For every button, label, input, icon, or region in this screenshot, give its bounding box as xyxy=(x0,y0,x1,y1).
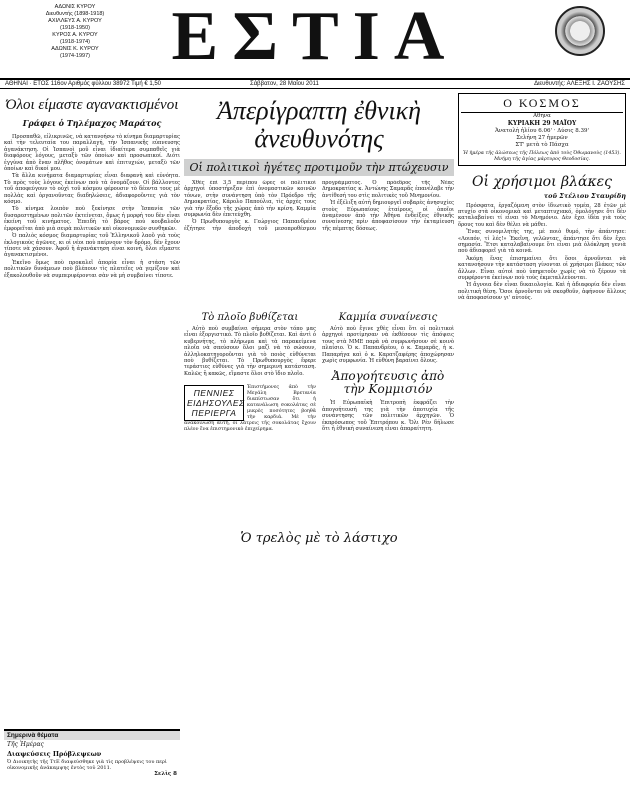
pending-title: Ἀπογοήτευσις ἀπὸ τὴν Κομμισιόν xyxy=(331,369,445,397)
brief-title: ΠΕΝΝΙΕΣ ΕΙΔΗΣΟΥΛΕΣ ΠΕΡΙΕΡΓΑ xyxy=(184,385,244,421)
paragraph: Ἐκεῖνο ὅμως ποὺ προκαλεῖ ἀπορία εἶναι ἡ στάση τῶν πολιτικῶν δυνάμεων ποὺ βλέπουν τὶς πλατεῖες νὰ γεμίζουν καὶ ἐξακολουθοῦν νὰ συμπεριφέρονται σὰν νὰ μὴ συμβαίνει τίποτε. xyxy=(4,259,180,279)
left-author: Γράφει ὁ Τηλέμαχος Μαράτος xyxy=(22,118,162,128)
right-column xyxy=(458,93,626,793)
founder-line: (1974-1997) xyxy=(60,53,90,59)
paragraph: Ἕνας συνομιλητὴς της, μὲ ποιὸ θυμό, τὴν ἀπάντησε: «Λοιπόν, τί λές!» Ἐκεῖνη, γελῶντας, ἀπάντησε ὅτι δὲν ἔχει σημασία. Ἔτσι καταλαβαίνουμε ὅτι εἶναι μιὰ ὁλόκληρη γενιὰ ποὺ ἀδιαφορεῖ γιὰ τὰ κοινά. xyxy=(458,229,626,255)
paragraph: Τὸ κίνημα λοιπὸν ποὺ ξεκίνησε στὴν Ἱσπανία τῶν δυσαρεστημένων πολιτῶν ἐκτείνεται, ὅμως ἡ μορφή του δὲν εἶναι ἐκείνη τοῦ κινήματος. Ἐπειδὴ τὸ βάρος ποὺ κουβαλοῦν ἐμφορεῖται ἀπὸ μιὰ σειρὰ πολιτικῶν καὶ οἰκονομικῶν συνθηκῶν. xyxy=(4,206,180,232)
issue-info: ΑΘΗΝΑΙ · ΕΤΟΣ 116ον Αριθμός φύλλου 38972 Τιμή € 1,50 xyxy=(5,81,162,87)
kosmos-sunrise: Ἀνατολὴ ἡλίου 6.06' · Δύσις 8.39' xyxy=(494,128,590,134)
kosmos-date-text: ΚΥΡΙΑΚΗ 29 ΜΑΪΟΥ xyxy=(507,120,577,127)
left-article-body xyxy=(4,134,180,279)
editor-info: Διευθυντής: ΑΛΕΞΗΣ Ι. ΖΑΟΥΣΗΣ xyxy=(534,81,625,87)
left-headline: Όλοι είμαστε αγανακτισμένοι xyxy=(5,97,179,113)
main-subheadline: Οἱ πολιτικοὶ ἡγέτες προτιμοῦν τὴν πτώχευσιν xyxy=(184,159,454,176)
right-article-body xyxy=(458,203,626,302)
paragraph: Πρόσφατα, ἐργαζόμενη στὸν ἰδιωτικὸ τομέα, 28 ἐτῶν μὲ πτυχίο στὰ οἰκονομικὰ καὶ μεταπτυχιακό, ὁμολόγησε ὅτι δὲν καταλαβαίνει τί εἶναι τὸ Μνημόνιο. Δὲν ἔχει ἰδέα γιὰ τοὺς ὅρους του καὶ δὲν θέλει νὰ μάθει. xyxy=(458,202,626,228)
founder-line: ΑΔΩΝΙΣ Κ. ΚΥΡΟΥ xyxy=(51,46,99,52)
main-headline: Ἀπερίγραπτη ἐθνικὴ ἀνευθυνότης xyxy=(216,96,422,153)
paragraph: Αὐτὸ ποὺ ἔγινε χθὲς εἶναι ὅτι οἱ πολιτικοὶ ἀρχηγοὶ προτίμησαν νὰ ἐκθέσουν τὶς ἀπόψεις τους στὰ ΜΜΕ παρὰ νὰ συμφωνήσουν σὲ κοινὸ πλαίσιο. Ὁ κ. Παπανδρέου, ὁ κ. Σαμαρᾶς, ἡ κ. Παπαρήγα καὶ ὁ κ. Καρατζαφέρης ἀποχώρησαν χωρὶς συμφωνία. Ἡ εὐθύνη βαραίνει ὅλους. xyxy=(322,326,454,365)
paragraph: Προσπαθῶ, εἰλικρινῶς, νὰ κατανοήσω τὸ κίνημα διαμαρτυρίας καὶ τὴν τελευταία του παραλλαγή, τὴν Ἱσπανικῆς εὐπνευσης ἀγανάκτηση. Οἱ Ἱσπανοὶ μοῦ εἶναι ἰδιαίτερα συμπαθεῖς γιὰ διαφόρους λόγους, μεταξὺ τῶν ὁποίων καὶ προσωπικοί. Διότι ἐγγύνα ἀπὸ ἕναν πλῆθος ὀνομάτων καὶ ἐπιτυχιών, μεταξὺ τῶν ὁποίων καὶ δικοί μου. xyxy=(4,134,180,173)
paragraph: Τὰ ἄλλα κινήματα διαμαρτυρίας εἶναι διαφανὴ καὶ εὐνόητα. Τὸ πρὸς τοὺς λόγους ἐκείνων ποὺ τὰ ὀνομάζουν. Οἱ βάλλοντες τοῦ ἀποφεύγουν τὸ οὐχὶ τοῦ κόσμου φέρουσιν τὸ δέοντα τους μὲ πολλὰς καὶ ὀργανοῦντας διαδηλώσεις, ἀδιαφοροῦντες γιὰ τὸν κόσμο. xyxy=(4,173,180,206)
kosmos-feast: ΣΤ' μετὰ τὸ Πάσχα xyxy=(515,142,569,148)
paragraph: Ὁ παλιὸς κόσμος διαμαρτυρίας τοῦ Ἑλληνικοῦ λαοῦ γιὰ τοὺς ἐκλογικοὺς ἀγῶνες, κι οἱ νέοι ποὺ παίρνουν τὸν δρόμο, δὲν ἔχουν τίποτε νὰ χάσουν. Ἀφοῦ ἡ ἀγανάκτηση εἶναι κοινή, ὅλοι εἴμαστε ἀγανακτισμένοι. xyxy=(4,233,180,259)
main-article-body xyxy=(184,180,454,308)
section-title: Τὸ πλοῖο βυθίζεται xyxy=(201,312,299,323)
paragraph: Ἐπιστήμονες ἀπὸ τὴν Μεγάλη Βρετανία διαπίστωσαν ὅτι ἡ κατανάλωση σοκολάτας σὲ μικρὲς ποσότητες βοηθᾶ τὴν καρδιά. Μὲ τὴν ἀνακοίνωση αὐτή, οἱ λάτρεις τῆς σοκολάτας ἔχουν πλέον ἕνα ἐπιστημονικὸ ἐπιχείρημα. xyxy=(184,385,316,433)
contents-box xyxy=(4,729,180,793)
kosmos-text: Ἡ ἡμέρα τῆς ἁλώσεως τῆς Πόλεως ἀπὸ τοὺς Ὀθωμανοὺς (1453). Μνήμη τῆς ἁγίας μάρτυρος Θεοδοσίας. xyxy=(463,151,621,162)
paragraph: Ἡ ἄγνοια δὲν εἶναι δικαιολογία. Καὶ ἡ ἀδιαφορία δὲν εἶναι πολιτικὴ θέση. Ὅσοι ἀρνοῦνται νὰ σκεφθοῦν, ἀφήνουν ἄλλους νὰ ἀποφασίσουν γι' αὐτούς. xyxy=(458,282,626,302)
left-column xyxy=(4,93,180,793)
right-headline: Οἱ χρήσιμοι βλάκες xyxy=(472,173,612,190)
paragraph: Αὐτὸ ποὺ συμβαίνει σήμερα στὸν τόπο μας εἶναι ἐξοργιστικό. Τὸ πλοῖο βυθίζεται. Καὶ ἀντὶ ὁ κυβερνήτης, τὸ πλήρωμα καὶ τὰ παρακείμενα πλοῖα νὰ σπεύσουν ὅλοι μαζὶ νὰ τὸ σώσουν, ἀλληλοκατηγοροῦνται γιὰ τὸ ποιὸς εὐθύνεται ποὺ βυθίζεται. Τὸ Πρωθυπουργὸς ἔφερε τεράστιες εὐθύνες γιὰ τὴν σημερινὴ κατάσταση. Καλῶς ἢ κακῶς, εἴμαστε ὅλοι στὸ ἴδιο πλοῖο. xyxy=(184,326,316,377)
paragraph: Ἡ Εὐρωπαϊκὴ Ἐπιτροπὴ ἐκφράζει τὴν ἀπογοήτευσή της γιὰ τὴν ἀποτυχία τῆς συνάντησης τῶν πολιτικῶν ἀρχηγῶν. Ὁ ἐκπρόσωπος τοῦ Ἐπιτρόπου κ. Ὄλι Ρὲν δήλωσε ὅτι ἡ ἐθνικὴ συναίνεση εἶναι ἀπαραίτητη. xyxy=(322,400,454,433)
kosmos-city: Αθήνα xyxy=(533,113,551,119)
founder-line: ΑΧΙΛΛΕΥΣ Α. ΚΥΡΟΥ xyxy=(48,18,102,24)
main-column xyxy=(184,93,454,793)
main-column-a xyxy=(184,308,316,525)
newspaper-logo: ΕΣΤΙΑ xyxy=(171,0,459,75)
masthead xyxy=(0,0,630,78)
contents-item: Διαψεύσεις Πρόβλεψεων xyxy=(7,750,102,758)
issue-date: Σάββατον, 28 Μαΐου 2011 xyxy=(250,81,319,87)
kosmos-box xyxy=(458,93,626,166)
paragraph: Ἡ ἐξέλιξη αὐτὴ δημιουργεῖ σοβαρὲς ἀνησυχίες στοὺς Εὐρωπαίους ἑταίρους, οἱ ὁποῖοι ἀναμένουν ἀπὸ τὴν Ἀθήνα ἐνδείξεις ἐθνικῆς συναίνεσης πρὶν ἀποφασίσουν τὴν ἐκταμίευση τῆς πέμπτης δόσεως. xyxy=(322,200,454,232)
founder-line: ΚΥΡΟΣ Α. ΚΥΡΟΥ xyxy=(52,32,98,38)
contents-header: Σημερινὰ θέματα xyxy=(4,731,180,740)
paragraph: Ὁ Πρωθυπουργὸς κ. Γεώργιος Παπανδρέου ἐζήτησε τὴν ἀποδοχὴ τοῦ μεσοπροθέσμου προγράμματος. Ὁ πρόεδρος τῆς Νέας Δημοκρατίας κ. Ἀντώνης Σαμαρᾶς ἐπανέλαβε τὴν ἀντίθεσή του στὶς πολιτικὲς τοῦ Μνημονίου. xyxy=(184,180,454,232)
seal-icon xyxy=(555,6,605,56)
kosmos-title: Ο ΚΟΣΜΟΣ xyxy=(461,96,623,113)
founder-line: (1918-1950) xyxy=(60,25,90,31)
founder-line: Διευθυντής (1898-1918) xyxy=(45,11,105,17)
section-body xyxy=(322,326,454,364)
pending-body xyxy=(322,400,454,432)
kosmos-moon: Σελήνη 27 ἡμερῶν xyxy=(516,135,568,141)
contents-text: Ὁ Διοικητὴς τῆς ΤτΕ διαψεύσθηκε γιὰ τὶς προβλέψεις του περὶ οἰκονομικῆς ἀνάκαμψης ἐντὸς τοῦ 2011. xyxy=(7,759,167,771)
bottom-headline: Ὁ τρελὸς μὲ τὸ λάστιχο xyxy=(240,531,398,547)
founder-line: (1918-1974) xyxy=(60,39,90,45)
paragraph: Χθὲς ἐπὶ 3,5 περίπου ὥρες οἱ πολιτικοὶ ἀρχηγοὶ ὑποστήριξαν ἐπὶ ὀνομαστικῶν κοινῶν τόνων, στὴν συνάντηση ὑπὸ τὸν Πρόεδρο τῆς Δημοκρατίας, Κάρολο Παπούλια, τὶς ἀρχὲς τους γιὰ τὴν ἔξοδο τῆς χώρας ἀπὸ τὴν κρίση. Καμμία συμφωνία δὲν ἐπετεύχθη. xyxy=(184,180,316,219)
brief-box xyxy=(184,385,316,525)
contents-page: Σελὶς 8 xyxy=(154,771,177,777)
dateline xyxy=(0,78,630,89)
section-body xyxy=(184,326,316,377)
kosmos-date xyxy=(461,120,623,128)
founders-list xyxy=(10,4,140,60)
paragraph: Ἀκόμη ἕνας ἐπισημαίνει ὅτι ὅσοι ἀρνοῦνται νὰ κατανοήσουν τὴν κατάσταση γίνονται οἱ χρήσιμοι βλάκες τῶν ἄλλων. Εἶναι αὐτοὶ ποὺ ὑπηρετοῦν χωρὶς νὰ τὸ ξέρουν τὰ συμφέροντα ἐκείνων ποὺ τοὺς ἐκμεταλλεύονται. xyxy=(458,255,626,282)
right-author: τοῦ Στέλιου Σταυρίδη xyxy=(543,191,626,200)
founder-line: ΑΔΩΝΙΣ ΚΥΡΟΥ xyxy=(54,4,96,10)
section-title: Καμμία συναίνεσις xyxy=(338,312,438,323)
main-split xyxy=(184,308,454,525)
main-column-b xyxy=(322,308,454,525)
contents-sub: Τῆς Ἡμέρας xyxy=(7,741,44,748)
